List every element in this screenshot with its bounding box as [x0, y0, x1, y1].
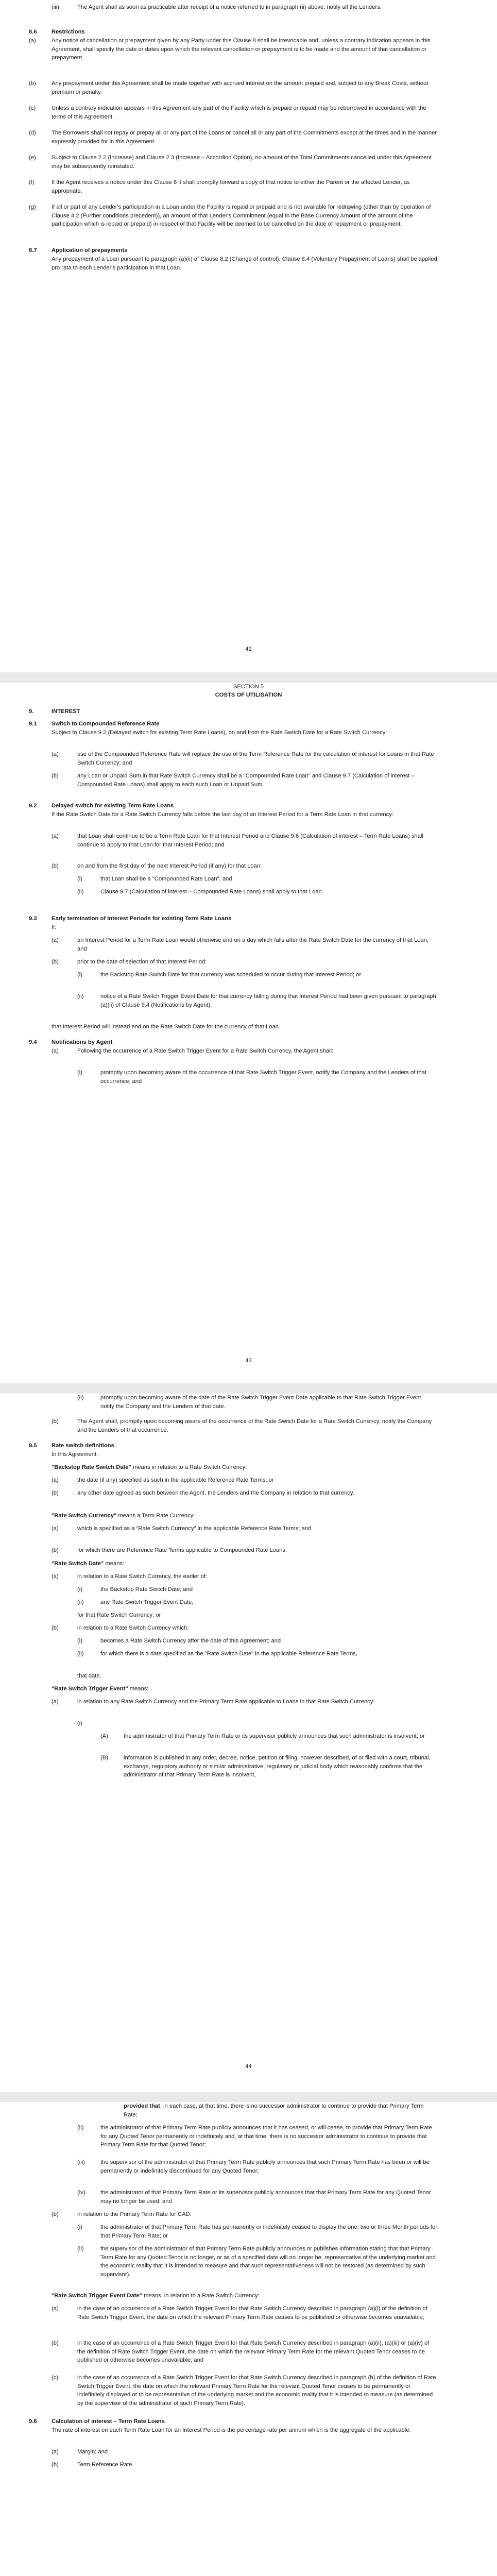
paragraph: In this Agreement: [52, 1451, 98, 1458]
paragraph: information is published in any order, decree, notice, petition or filing, however described, of or filed with a court, tribunal, exchange, regulatory authority or similar administrative, regulatory or judicial body which reasonably confirms that the administrator of that Primary Term Rate is insolvent, [124, 1755, 431, 1778]
item-number: (a) [52, 1526, 59, 1532]
paragraph: Clause 9.7 (Calculation of interest – Compounded Rate Loans) shall apply to that Loan. [100, 889, 323, 895]
paragraph: the supervisor of the administrator of that Primary Term Rate publicly announces or publishes information stating that that Primary Term Rate for any Quoted Tenor is no longer, or as of a specified date will no longer be, representative of the underlying market and the economic reality that it is intended to measure and that such representativeness will not be restored (as determined by such supervisor). [100, 2246, 436, 2278]
defined-term: "Rate Switch Trigger Event" [52, 1686, 128, 1692]
paragraph: The Agent shall as soon as practicable after receipt of a notice referred to in paragraph (ii) above, notify all the Lenders. [77, 4, 382, 10]
item-number: (b) [52, 863, 59, 869]
clause-number: 8.6 [29, 29, 37, 35]
page-number: 43 [245, 1358, 252, 1364]
paragraph: that Interest Period will instead end on the Rate Switch Date for the currency of that Loan. [52, 1024, 281, 1030]
clause-heading: Restrictions [52, 29, 85, 35]
paragraph: for which there are Reference Rate Terms applicable to Compounded Rate Loans. [77, 1547, 287, 1553]
clause-heading: Rate switch definitions [52, 1443, 114, 1449]
paragraph: The Borrowers shall not repay or prepay all or any part of the Loans or cancel all or any part of the Commitments except at the times and in the manner expressly provided for in this Agreement. [52, 130, 437, 145]
paragraph: If: [52, 924, 57, 930]
item-number: (a) [52, 2306, 59, 2312]
item-number: (a) [52, 1699, 59, 1705]
paragraph: in relation to a Rate Switch Currency which: [77, 1625, 189, 1631]
paragraph: prior to the date of selection of that Interest Period: [77, 959, 207, 965]
paragraph: any other date agreed as such between the Agent, the Lenders and the Company in relation to that currency. [77, 1490, 354, 1496]
item-number: (b) [52, 1625, 59, 1631]
item-number: (ii) [77, 1599, 84, 1605]
item-number: (i) [77, 1586, 82, 1592]
paragraph: the administrator of that Primary Term Rate or its supervisor publicly announces that that Primary Term Rate for any Quoted Tenor may no longer be used; and [100, 2190, 431, 2205]
definition-text: means: [128, 1686, 149, 1692]
item-number: (ii) [77, 1651, 84, 1657]
paragraph: notice of a Rate Switch Trigger Event Date for that currency falling during that Interest Period had been given pursuant to paragraph (a)(ii) of Clause 9.4 (Notifications by Agent), [100, 993, 436, 1008]
paragraph: becomes a Rate Switch Currency after the date of this Agreement; and [100, 1638, 281, 1644]
paragraph: that date. [77, 1673, 101, 1679]
clause-number: 9.6 [29, 2418, 37, 2425]
document-page-42 [0, 0, 497, 672]
paragraph: Any prepayment under this Agreement shall be made together with accrued interest on the amount prepaid and, subject to any Break Costs, without premium or penalty. [52, 80, 429, 95]
paragraph: the administrator of that Primary Term Rate publicly announces that it has ceased, or will cease, to provide that Primary Term Rate for any Quoted Tenor permanently or indefinitely and, at that time, there is no successor administrator to continue to provide that Primary Term Rate for that Quoted Tenor; [100, 2125, 432, 2148]
paragraph: that Loan shall be a "Compounded Rate Loan"; and [100, 876, 232, 882]
item-number: (i) [77, 1070, 82, 1076]
item-number: (A) [100, 1733, 108, 1739]
item-number: (b) [52, 773, 59, 779]
paragraph: in relation to a Rate Switch Currency, the earlier of: [77, 1573, 208, 1580]
paragraph: The rate of interest on each Term Rate Loan for an Interest Period is the percentage rate per annum which is the aggregate of the applicable: [52, 2427, 411, 2433]
item-number: (b) [52, 2462, 59, 2468]
clause-number: 9.3 [29, 916, 37, 922]
item-number: (a) [52, 1477, 59, 1483]
item-number: (ii) [77, 2125, 84, 2131]
document-page-43 [0, 683, 497, 1383]
defined-term: "Rate Switch Currency" [52, 1513, 117, 1519]
paragraph: the administrator of that Primary Term Rate has permanently or indefinitely ceased to display the one, two or three Month periods for that Primary Term Rate; or [100, 2224, 437, 2239]
definition [52, 1463, 438, 1472]
item-number: (B) [100, 1755, 108, 1761]
paragraph: If the Agent receives a notice under this Clause 8 it shall promptly forward a copy of that notice to either the Parent or the affected Lender, as appropriate. [52, 179, 410, 194]
proviso [124, 2102, 438, 2119]
item-number: (iii) [77, 2159, 85, 2165]
clause-number: 9.5 [29, 1443, 37, 1449]
clause-number: 9.1 [29, 721, 37, 727]
item-number: (b) [29, 80, 36, 87]
paragraph: use of the Compounded Reference Rate will replace the use of the Term Reference Rate for the calculation of interest for Loans in that Rate Switch Currency; and [77, 751, 434, 766]
paragraph: in relation to the Primary Term Rate for CAD: [77, 2211, 192, 2217]
clause-heading: Delayed switch for existing Term Rate Loans [52, 803, 174, 809]
paragraph: in relation to any Rate Switch Currency and the Primary Term Rate applicable to Loans in that Rate Switch Currency: [77, 1699, 375, 1705]
definition [52, 1685, 438, 1693]
item-number: (b) [52, 1490, 59, 1496]
clause-heading: Switch to Compounded Reference Rate [52, 721, 160, 727]
item-number: (i) [77, 876, 82, 882]
item-number: (e) [29, 155, 36, 161]
item-number: (a) [52, 833, 59, 839]
section-label: SECTION 5 [233, 684, 264, 690]
item-number: (a) [52, 1048, 59, 1054]
paragraph: If all or part of any Lender's participation in a Loan under the Facility is repaid or prepaid and is not available for redrawing (other than by operation of Clause 4.2 (Further conditions precedent)), an amount of that Lender's Commitment (equal to the Base Currency Amount of the amount of the participation which is repaid or prepaid) in respect of that Facility will be deemed to be cancelled on the date of repayment or prepayment. [52, 204, 431, 228]
definition [52, 2292, 438, 2300]
item-number: (c) [29, 105, 36, 111]
section-title: COSTS OF UTILISATION [215, 692, 282, 698]
item-number: (ii) [77, 993, 84, 999]
paragraph: Unless a contrary indication appears in this Agreement any part of the Facility which is prepaid or repaid may be reborrowed in accordance with the terms of this Agreement. [52, 105, 426, 120]
paragraph: any Loan or Unpaid Sum in that Rate Switch Currency shall be a "Compounded Rate Loan" and Clause 9.7 (Calculation of interest – Compounded Rate Loans) shall apply to each such Loan or Unpaid Sum. [77, 773, 415, 788]
paragraph: Any prepayment of a Loan pursuant to paragraph (a)(ii) of Clause 8.2 (Change of control), Clause 8.4 (Voluntary Prepayment of Loans) shall be applied pro rata to each Lender's participation in that Loan. [52, 256, 437, 271]
paragraph: Margin; and [77, 2449, 108, 2455]
item-number: (b) [52, 1547, 59, 1553]
paragraph: Subject to Clause 9.2 (Delayed switch for existing Term Rate Loans), on and from the Rate Switch Date for a Rate Switch Currency: [52, 730, 387, 736]
proviso-lead: provided that [124, 2103, 160, 2109]
item-number: (ii) [77, 2246, 84, 2252]
defined-term: "Backstop Rate Switch Date" [52, 1464, 131, 1470]
item-number: (i) [77, 972, 82, 978]
paragraph: Subject to Clause 2.2 (Increase) and Clause 2.3 (Increase – Accordion Option), no amount of the Total Commitments cancelled under this Agreement may be subsequently reinstated. [52, 155, 432, 170]
paragraph: If the Rate Switch Date for a Rate Switch Currency falls before the last day of an Interest Period for a Term Rate Loan in that currency: [52, 811, 393, 818]
clause-heading: Calculation of interest – Term Rate Loans [52, 2418, 165, 2425]
clause-number: 9.2 [29, 803, 37, 809]
page-number: 42 [245, 646, 252, 652]
paragraph: promptly upon becoming aware of the date of the Rate Switch Trigger Event Date applicable to that Rate Switch Trigger Event, notify the Company and the Lenders of that date. [100, 1395, 423, 1410]
definition-text: means: [104, 1561, 125, 1567]
paragraph: Following the occurrence of a Rate Switch Trigger Event for a Rate Switch Currency, the Agent shall: [77, 1048, 334, 1054]
item-number: (i) [77, 1638, 82, 1644]
item-number: (b) [52, 1418, 59, 1425]
paragraph: The Agent shall, promptly upon becoming aware of the occurrence of the Rate Switch Date for a Rate Switch Currency, notify the Company and the Lenders of that occurrence. [77, 1418, 432, 1433]
clause-number: 9.4 [29, 1039, 37, 1045]
item-number: (a) [52, 751, 59, 757]
definition [52, 1560, 438, 1568]
paragraph: an Interest Period for a Term Rate Loan would otherwise end on a day which falls after the Rate Switch Date for the currency of that Loan; and [77, 937, 429, 952]
item-number: (b) [52, 2340, 59, 2346]
document-page-45 [0, 2102, 497, 2576]
clause-heading: INTEREST [52, 708, 80, 715]
paragraph: the supervisor of the administrator of that Primary Term Rate publicly announces that such Primary Term Rate has been or will be permanently or indefinitely discontinued for any Quoted Tenor; [100, 2159, 430, 2174]
paragraph: the Backstop Rate Switch Date; and [100, 1586, 193, 1592]
definition-text: means, in relation to a Rate Switch Currency: [142, 2293, 260, 2299]
item-number: (ii) [77, 1395, 84, 1401]
item-number: (i) [77, 2224, 82, 2230]
paragraph: any Rate Switch Trigger Event Date, [100, 1599, 194, 1605]
clause-heading: Application of prepayments [52, 247, 128, 253]
paragraph: Term Reference Rate. [77, 2462, 134, 2468]
item-number: (ii) [77, 889, 84, 895]
item-number: (a) [52, 1573, 59, 1580]
paragraph: the date (if any) specified as such in the applicable Reference Rate Terms; or [77, 1477, 274, 1483]
item-number: (i) [77, 1720, 82, 1726]
paragraph: in the case of an occurrence of a Rate Switch Trigger Event for that Rate Switch Currency described in paragraph (a)(i) of the definition of Rate Switch Trigger Event, the date on which the relevant Primary Term Rate ceases to be published or otherwise becomes unavailable; [77, 2306, 427, 2320]
paragraph: which is specified as a "Rate Switch Currency" in the applicable Reference Rate Terms; and [77, 1526, 312, 1532]
proviso-text: , in each case, at that time, there is no successor administrator to continue to provide that Primary Term Rate; [124, 2103, 424, 2118]
clause-heading: Notifications by Agent [52, 1039, 113, 1045]
paragraph: the administrator of that Primary Term Rate or its supervisor publicly announces that such administrator is insolvent; or [124, 1733, 425, 1739]
paragraph: the Backstop Rate Switch Date for that currency was scheduled to occur during that Interest Period; or [100, 972, 362, 978]
item-number: (b) [52, 2211, 59, 2217]
paragraph: promptly upon becoming aware of the occurrence of that Rate Switch Trigger Event, notify the Company and the Lenders of that occurrence; and [100, 1070, 427, 1084]
page-number: 44 [245, 2063, 252, 2070]
item-number: (a) [29, 38, 36, 44]
defined-term: "Rate Switch Date" [52, 1561, 104, 1567]
paragraph: for that Rate Switch Currency; or [77, 1612, 161, 1618]
item-number: (f) [29, 179, 35, 185]
paragraph: Any notice of cancellation or prepayment given by any Party under this Clause 8 shall be irrevocable and, unless a contrary indication appears in this Agreement, shall specify the date or dates upon which the relevant cancellation or prepayment is to be made and the amount of that cancellation or prepayment. [52, 38, 431, 61]
item-number: (iv) [77, 2190, 85, 2196]
definition-text: means in relation to a Rate Switch Currency: [131, 1464, 247, 1470]
paragraph: in the case of an occurrence of a Rate Switch Trigger Event for that Rate Switch Currency described in paragraph (b) of the definition of Rate Switch Trigger Event, the date on which the relevant Primary Term Rate for the relevant Quoted Tenor ceases to be permanently or indefinitely displayed or to be representative of the underlying market and the economic reality that it is intended to measure (as determined by the supervisor of the administrator of such Primary Term Rate). [77, 2375, 436, 2406]
defined-term: "Rate Switch Trigger Event Date" [52, 2293, 142, 2299]
paragraph: for which there is a date specified as the "Rate Switch Date" in the applicable Reference Rate Terms, [100, 1651, 358, 1657]
paragraph: on and from the first day of the next Interest Period (if any) for that Loan: [77, 863, 262, 869]
item-number: (c) [52, 2375, 59, 2381]
item-number: (b) [52, 959, 59, 965]
definition-text: means a Term Rate Currency: [116, 1513, 195, 1519]
clause-heading: Early termination of Interest Periods for existing Term Rate Loans [52, 916, 232, 922]
definition [52, 1512, 438, 1520]
paragraph: that Loan shall continue to be a Term Rate Loan for that Interest Period and Clause 9.6 (Calculation of interest – Term Rate Loans) shall continue to apply to that Loan for that Interest Period; and [77, 833, 423, 848]
item-number: (a) [52, 2449, 59, 2455]
item-number: (d) [29, 130, 36, 136]
document-page-44 [0, 1394, 497, 2092]
clause-number: 9. [29, 708, 34, 715]
item-number: (a) [52, 937, 59, 943]
clause-number: 8.7 [29, 247, 37, 253]
paragraph: in the case of an occurrence of a Rate Switch Trigger Event for that Rate Switch Currency described in paragraph (a)(ii), (a)(iii) or (a)(iv) of the definition of Rate Switch Trigger Event, the date on which the relevant Primary Term Rate for the relevant Quoted Tenor ceases to be published or otherwise becomes unavailable; and [77, 2340, 430, 2364]
item-number: (iii) [52, 4, 59, 10]
item-number: (g) [29, 204, 36, 210]
